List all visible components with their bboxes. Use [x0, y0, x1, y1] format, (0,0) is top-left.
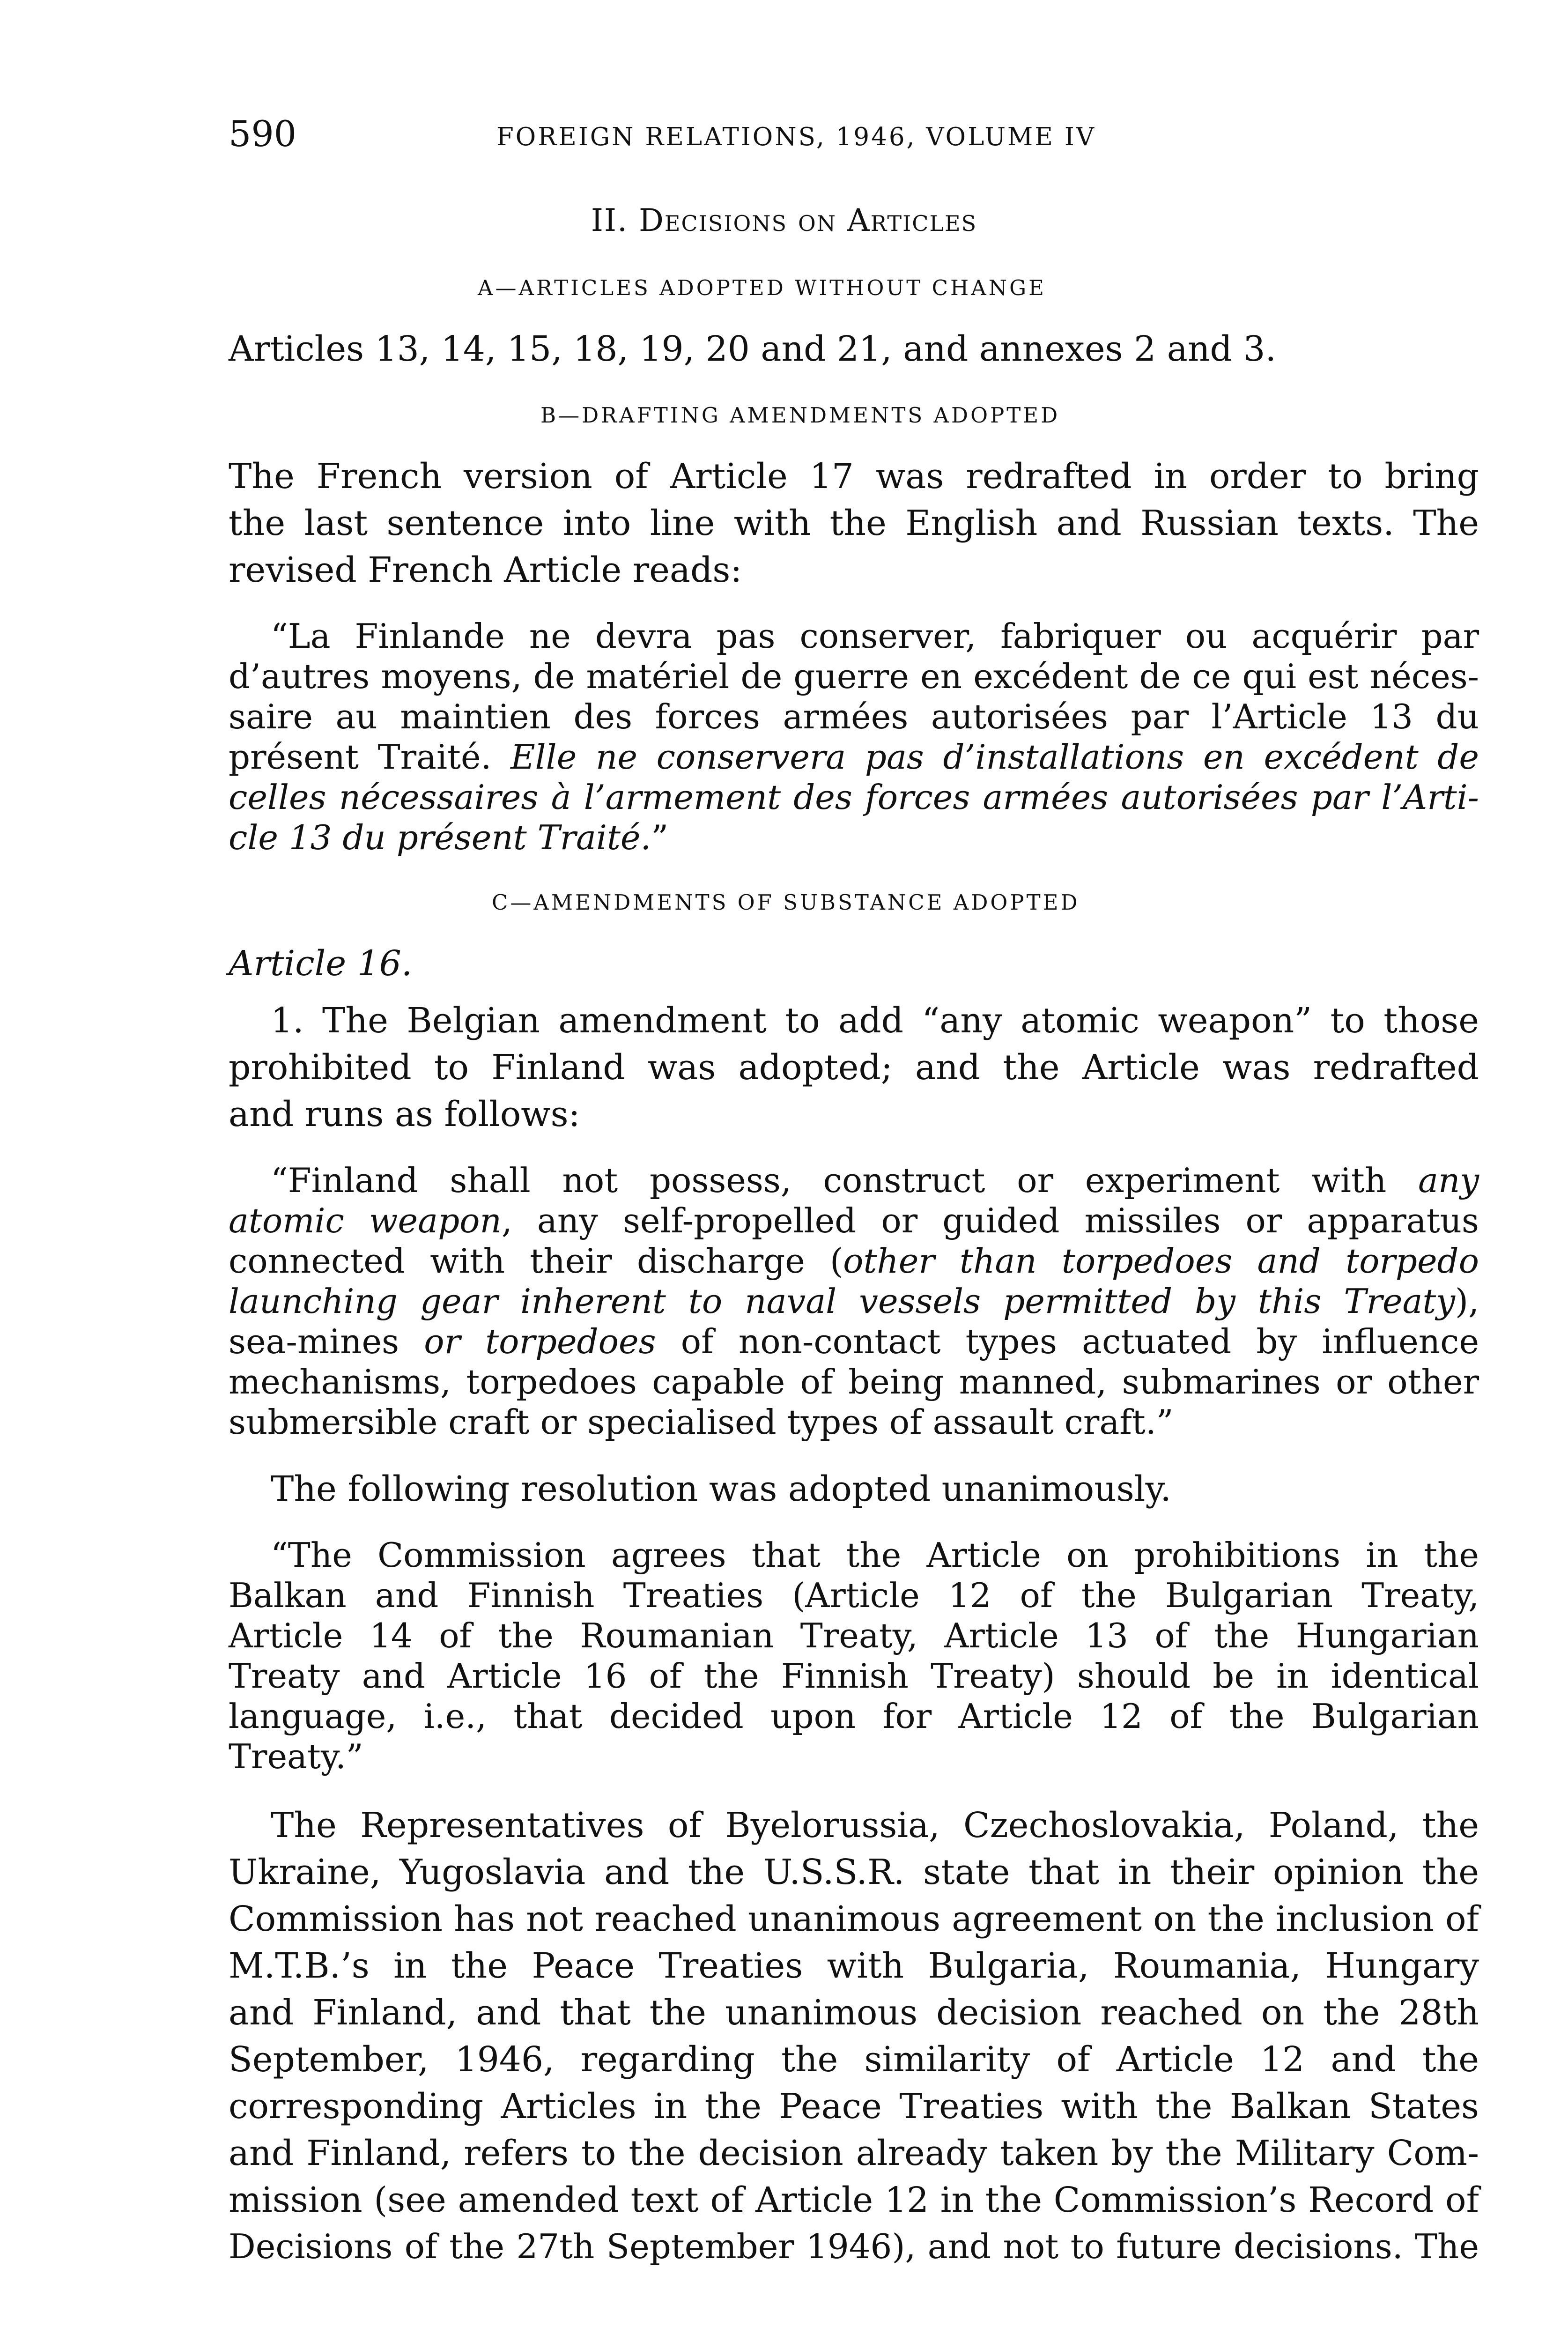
paragraph-line: Decisions of the 27th September 1946), and not to future decisions. The: [229, 2227, 1479, 2266]
quote-line: Treaty.”: [229, 1737, 363, 1776]
quote-italic-text: or torpedoes: [424, 1322, 656, 1361]
paragraph-line: prohibited to Finland was adopted; and the Article was redrafted: [229, 1047, 1479, 1088]
paragraph-line: The French version of Article 17 was redrafted in order to bring: [229, 456, 1479, 497]
paragraph-line: 1. The Belgian amendment to add “any atomic weapon” to those: [271, 1001, 1479, 1041]
quote-line: Article 14 of the Roumanian Treaty, Article 13 of the Hungarian: [229, 1616, 1479, 1655]
quote-line: mechanisms, torpedoes capable of being manned, submarines or other: [229, 1362, 1479, 1401]
quote-line: submersible craft or specialised types of assault craft.”: [229, 1402, 1174, 1442]
section-title: II. Decisions on Articles: [591, 202, 977, 238]
quote-text: connected with their discharge (: [229, 1241, 843, 1281]
page-number: 590: [229, 113, 297, 155]
quote-line: Treaty and Article 16 of the Finnish Treaty) should be in identical: [229, 1656, 1479, 1696]
quote-text: of non-contact types actuated by influence: [656, 1322, 1479, 1361]
quote-italic-text: cle 13 du présent Traité.: [229, 818, 651, 857]
subheading-a: A—ARTICLES ADOPTED WITHOUT CHANGE: [478, 275, 1046, 300]
paragraph-line: September, 1946, regarding the similarity of Article 12 and the: [229, 2039, 1479, 2080]
part-a-text: Articles 13, 14, 15, 18, 19, 20 and 21, and annexes 2 and 3.: [229, 329, 1277, 369]
paragraph-line: M.T.B.’s in the Peace Treaties with Bulgaria, Roumania, Hungary: [229, 1946, 1479, 1986]
quote-line: language, i.e., that decided upon for Article 12 of the Bulgarian: [229, 1697, 1479, 1736]
quote-line: celles nécessaires à l’armement des forces armées autorisées par l’Arti-: [229, 778, 1479, 817]
quote-italic-text: launching gear inherent to naval vessels permitted by this Treaty: [229, 1282, 1456, 1321]
quote-line: Balkan and Finnish Treaties (Article 12 of the Bulgarian Treaty,: [229, 1576, 1479, 1615]
running-head: FOREIGN RELATIONS, 1946, VOLUME IV: [496, 123, 1096, 151]
paragraph-line: and Finland, refers to the decision already taken by the Military Com-: [229, 2133, 1479, 2173]
paragraph-line: and runs as follows:: [229, 1094, 580, 1134]
quote-line: [271, 1161, 1479, 1200]
paragraph-line: mission (see amended text of Article 12 in the Commission’s Record of: [229, 2180, 1479, 2220]
quote-line: [229, 1322, 1479, 1361]
quote-text: “Finland shall not possess, construct or experiment with: [271, 1161, 1419, 1200]
quote-line: [229, 737, 1479, 777]
paragraph-line: the last sentence into line with the English and Russian texts. The: [229, 503, 1479, 543]
paragraph-line: The Representatives of Byelorussia, Czechoslovakia, Poland, the: [271, 1805, 1479, 1845]
quote-text: ”: [651, 818, 669, 857]
paragraph-line: The following resolution was adopted unanimously.: [271, 1469, 1171, 1509]
quote-line: “The Commission agrees that the Article on prohibitions in the: [271, 1535, 1479, 1575]
quote-text: , any self-propelled or guided missiles or apparatus: [501, 1201, 1479, 1240]
quote-text: ),: [1455, 1282, 1479, 1321]
paragraph-line: revised French Article reads:: [229, 550, 742, 590]
paragraph-line: corresponding Articles in the Peace Treaties with the Balkan States: [229, 2086, 1479, 2127]
paragraph-line: and Finland, and that the unanimous decision reached on the 28th: [229, 1993, 1479, 2033]
quote-line: [229, 1241, 1479, 1281]
quote-line: [229, 1282, 1479, 1321]
subheading-c: C—AMENDMENTS OF SUBSTANCE ADOPTED: [492, 890, 1080, 915]
quote-line: [229, 818, 669, 857]
quote-italic-text: atomic weapon: [229, 1201, 502, 1240]
quote-line: [229, 1201, 1479, 1240]
quote-line: d’autres moyens, de matériel de guerre en excédent de ce qui est néces-: [229, 657, 1479, 696]
article-label: Article 16.: [229, 943, 413, 984]
quote-text: présent Traité.: [229, 737, 511, 777]
paragraph-line: Commission has not reached unanimous agreement on the inclusion of: [229, 1899, 1479, 1939]
quote-line: saire au maintien des forces armées autorisées par l’Article 13 du: [229, 697, 1479, 736]
paragraph-line: Ukraine, Yugoslavia and the U.S.S.R. state that in their opinion the: [229, 1852, 1479, 1892]
subheading-b: B—DRAFTING AMENDMENTS ADOPTED: [540, 403, 1060, 428]
quote-italic-text: other than torpedoes and torpedo: [843, 1241, 1479, 1281]
quote-italic-text: Elle ne conservera pas d’installations en excédent de: [510, 737, 1479, 777]
quote-line: “La Finlande ne devra pas conserver, fabriquer ou acquérir par: [271, 616, 1479, 656]
quote-text: sea-mines: [229, 1322, 424, 1361]
quote-italic-text: any: [1418, 1161, 1479, 1200]
